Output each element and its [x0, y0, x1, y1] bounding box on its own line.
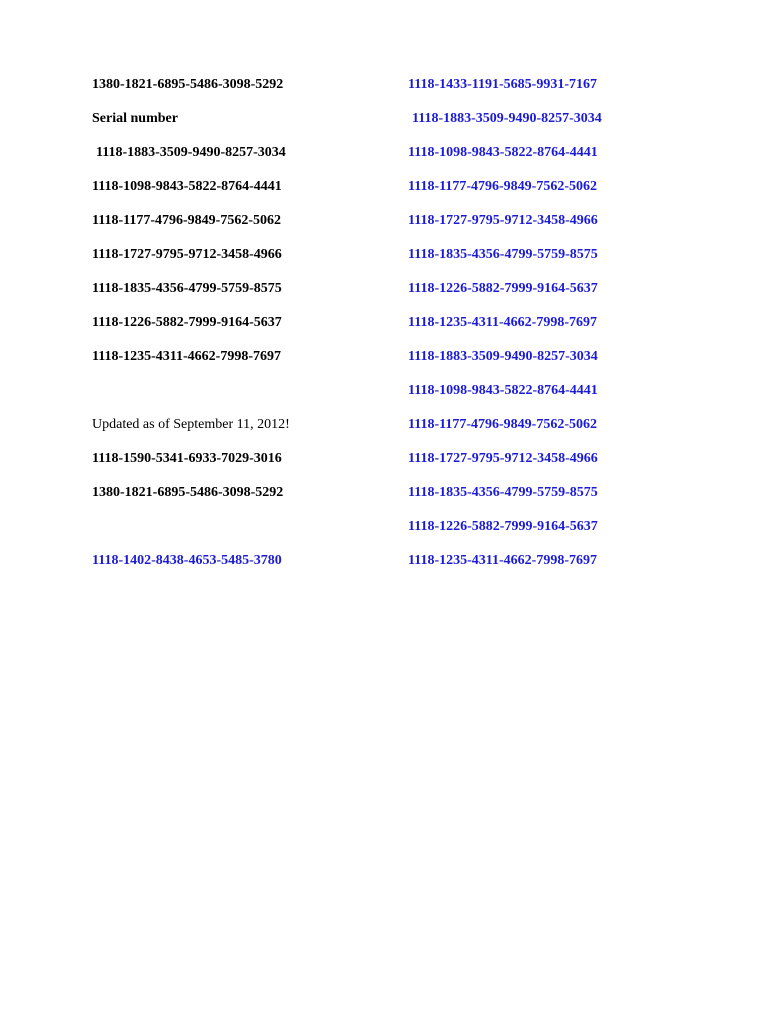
blank-line [92, 381, 392, 415]
serial-code-line-blue: 1118-1098-9843-5822-8764-4441 [408, 145, 598, 160]
serial-code-line: 1118-1235-4311-4662-7998-7697 [92, 349, 281, 364]
serial-code-line-blue: 1118-1883-3509-9490-8257-3034 [412, 111, 602, 126]
serial-code-line: 1118-1835-4356-4799-5759-8575 [92, 281, 282, 296]
serial-code-line: 1118-1727-9795-9712-3458-4966 [92, 247, 282, 262]
serial-code-line-blue: 1118-1235-4311-4662-7998-7697 [408, 315, 597, 330]
serial-code-line-blue: 1118-1098-9843-5822-8764-4441 [408, 383, 598, 398]
serial-code-line-blue: 1118-1402-8438-4653-5485-3780 [92, 553, 282, 568]
updated-note: Updated as of September 11, 2012! [92, 417, 290, 432]
serial-code-line: 1118-1098-9843-5822-8764-4441 [92, 179, 282, 194]
serial-code-line-blue: 1118-1727-9795-9712-3458-4966 [408, 213, 598, 228]
serial-code-line-blue: 1118-1177-4796-9849-7562-5062 [408, 179, 597, 194]
serial-code-line-blue: 1118-1727-9795-9712-3458-4966 [408, 451, 598, 466]
left-column [92, 75, 392, 585]
serial-number-heading: Serial number [92, 111, 178, 126]
serial-code-line-blue: 1118-1433-1191-5685-9931-7167 [408, 77, 597, 92]
serial-code-line-blue: 1118-1835-4356-4799-5759-8575 [408, 247, 598, 262]
serial-code-line-blue: 1118-1226-5882-7999-9164-5637 [408, 519, 598, 534]
serial-code-line: 1118-1177-4796-9849-7562-5062 [92, 213, 281, 228]
serial-code-line-blue: 1118-1226-5882-7999-9164-5637 [408, 281, 598, 296]
serial-code-line: 1118-1226-5882-7999-9164-5637 [92, 315, 282, 330]
serial-code-line: 1118-1883-3509-9490-8257-3034 [96, 145, 286, 160]
serial-code-line: 1118-1590-5341-6933-7029-3016 [92, 451, 282, 466]
blank-line [92, 517, 392, 551]
serial-code-line-blue: 1118-1883-3509-9490-8257-3034 [408, 349, 598, 364]
serial-code-line: 1380-1821-6895-5486-3098-5292 [92, 77, 284, 92]
right-column [408, 75, 708, 585]
serial-code-line-blue: 1118-1835-4356-4799-5759-8575 [408, 485, 598, 500]
serial-code-line-blue: 1118-1177-4796-9849-7562-5062 [408, 417, 597, 432]
serial-code-line: 1380-1821-6895-5486-3098-5292 [92, 485, 284, 500]
serial-code-line-blue: 1118-1235-4311-4662-7998-7697 [408, 553, 597, 568]
